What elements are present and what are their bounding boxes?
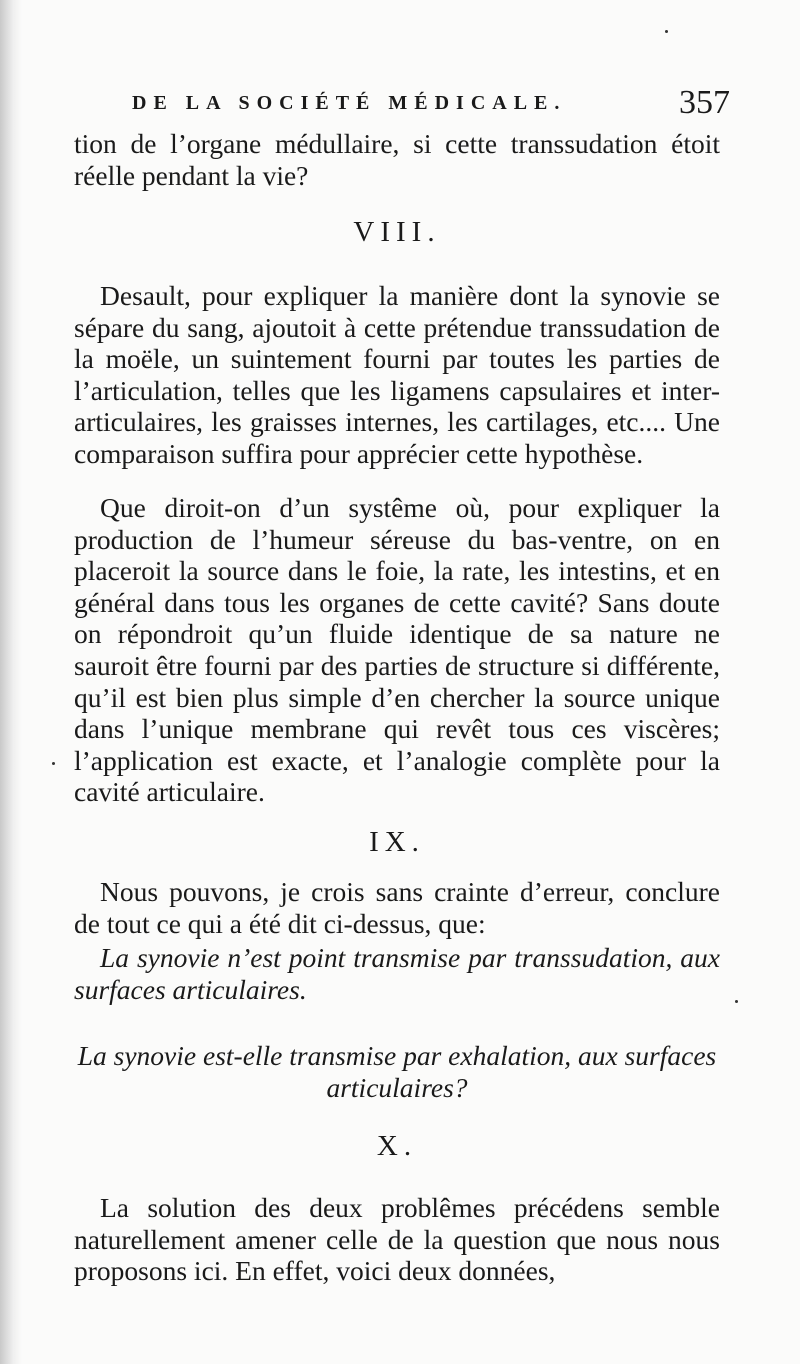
- page-gutter-shadow: [0, 0, 22, 1364]
- paragraph-la-solution: [74, 1192, 720, 1287]
- carryover-text: tion de l’organe médullaire, si cette transsudation étoit réelle pendant la vie?: [74, 128, 720, 191]
- paragraph-la-solution-text: La solution des deux problêmes précédens semble naturellement amener celle de la question que nous nous proposons ici. En effet, voici deux données,: [74, 1192, 720, 1287]
- paragraph-nous-text: Nous pouvons, je crois sans crainte d’erreur, conclure de tout ce qui a été dit ci-dessus, que:: [74, 876, 720, 939]
- conclusion-italic: [74, 942, 720, 1005]
- paragraph-que: [74, 492, 720, 808]
- ink-speck: [735, 1000, 738, 1003]
- running-title: DE LA SOCIÉTÉ MÉDICALE.: [132, 92, 567, 114]
- paragraph-que-text: Que diroit-on d’un systême où, pour expliquer la production de l’humeur séreuse du bas-ventre, on en placeroit la source dans le foie, la rate, les intestins, et en général dans tous les organes de cette cavité? Sans doute on répondroit qu’un fluide identique de sa nature ne sauroit être fourni par des parties de structure si différente, qu’il est bien plus simple d’en chercher la source unique dans l’unique membrane qui revêt tous ces viscères; l’application est exacte, et l’analogie complète pour la cavité articulaire.: [74, 492, 720, 808]
- conclusion-italic-text: La synovie n’est point transmise par transsudation, aux surfaces articulaires.: [74, 942, 720, 1005]
- ink-speck: [52, 762, 55, 765]
- paragraph-desault: [74, 280, 720, 470]
- question-italic: La synovie est-elle transmise par exhalation, aux surfaces articulaires?: [77, 1040, 717, 1103]
- paragraph-nous: [74, 876, 720, 939]
- paragraph-desault-text: Desault, pour expliquer la manière dont la synovie se sépare du sang, ajoutoit à cette prétendue transsudation de la moële, un suintement fourni par toutes les parties de l’articulation, telles que les ligamens capsulaires et inter-articulaires, les graisses internes, les cartilages, etc.... Une comparaison suffira pour apprécier cette hypothèse.: [74, 280, 720, 469]
- section-heading-ix: IX.: [369, 826, 425, 858]
- ink-speck: [665, 30, 668, 33]
- running-head: [132, 86, 732, 120]
- page-number: 357: [679, 84, 730, 121]
- section-heading-viii: VIII.: [353, 216, 441, 248]
- section-heading-x: X.: [376, 1130, 418, 1162]
- carryover-paragraph: [74, 128, 720, 191]
